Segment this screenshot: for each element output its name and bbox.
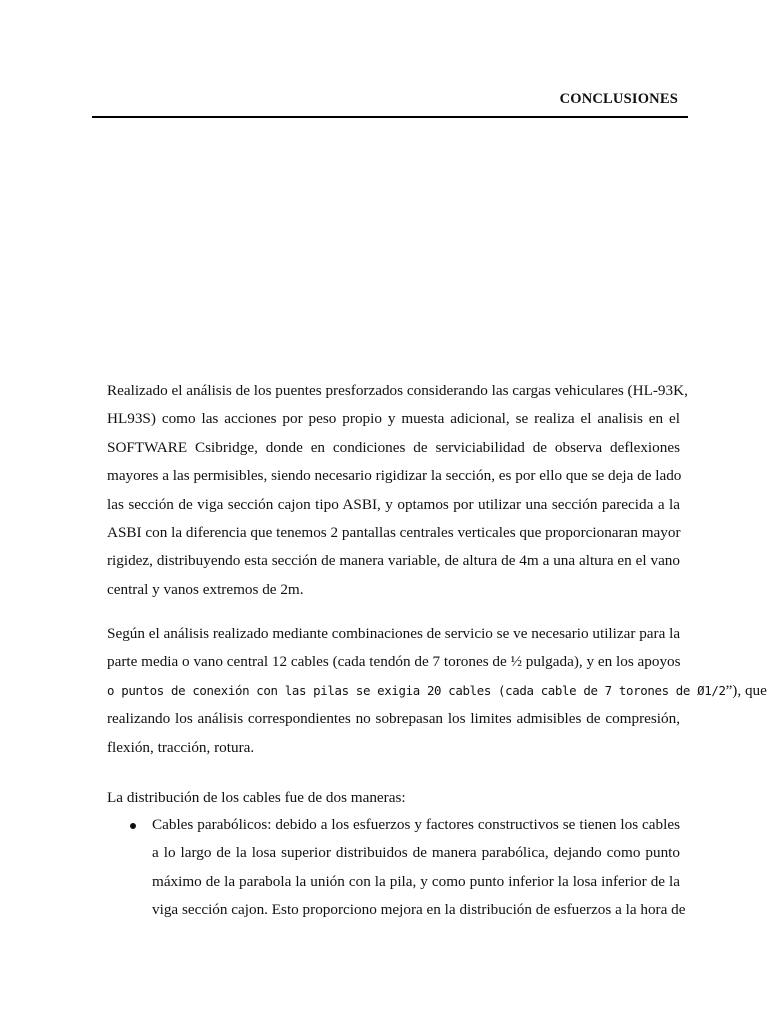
text-line: central y vanos extremos de 2m. [107,580,304,598]
paragraph-cable-distribution-intro [107,784,680,812]
text-fragment-monospace: o puntos de conexión con las pilas se exigia 20 cables (cada cable de 7 torones de Ø1/2 [107,682,726,698]
bullet-icon [130,823,136,829]
text-line: las sección de viga sección cajon tipo ASBI, y optamos por utilizar una sección parecida a la [107,495,680,513]
list-item-text [152,811,686,925]
header-divider [92,116,688,118]
text-line-mixed-font [107,677,767,705]
text-line: HL93S) como las acciones por peso propio y muesta adicional, se realiza el analisis en el [107,410,680,428]
text-line: SOFTWARE Csibridge, donde en condiciones de serviciabilidad de observa deflexiones [107,438,680,456]
text-line: máximo de la parabola la unión con la pila, y como punto inferior la losa inferior de la [152,872,680,890]
text-line: La distribución de los cables fue de dos maneras: [107,789,406,806]
text-line: rigidez, distribuyendo esta sección de manera variable, de altura de 4m a una altura en el vano [107,552,680,570]
text-line: Realizado el análisis de los puentes presforzados considerando las cargas vehiculares (HL-93K, [107,382,688,399]
text-line: a lo largo de la losa superior distribuidos de manera parabólica, dejando como punto [152,844,680,862]
section-heading: CONCLUSIONES [559,91,678,107]
text-line: flexión, tracción, rotura. [107,738,255,756]
text-line: mayores a las permisibles, siendo necesario rigidizar la sección, es por ello que se deja de lado [107,467,682,485]
text-line: viga sección cajon. Esto proporciono mejora en la distribución de esfuerzos a la hora de [152,901,686,919]
text-fragment-serif: ”), que [725,681,767,699]
text-line: Cables parabólicos: debido a los esfuerzos y factores constructivos se tienen los cables [152,816,680,833]
text-line: parte media o vano central 12 cables (cada tendón de 7 torones de ½ pulgada), y en los apoyos [107,653,681,671]
text-line: realizando los análisis correspondientes no sobrepasan los limites admisibles de compresión, [107,710,680,728]
text-line: ASBI con la diferencia que tenemos 2 pantallas centrales verticales que proporcionaran mayor [107,523,681,541]
text-line: Según el análisis realizado mediante combinaciones de servicio se ve necesario utilizar para la [107,625,681,642]
paragraph-cable-requirements [107,620,767,762]
paragraph-analysis-summary [107,377,688,604]
